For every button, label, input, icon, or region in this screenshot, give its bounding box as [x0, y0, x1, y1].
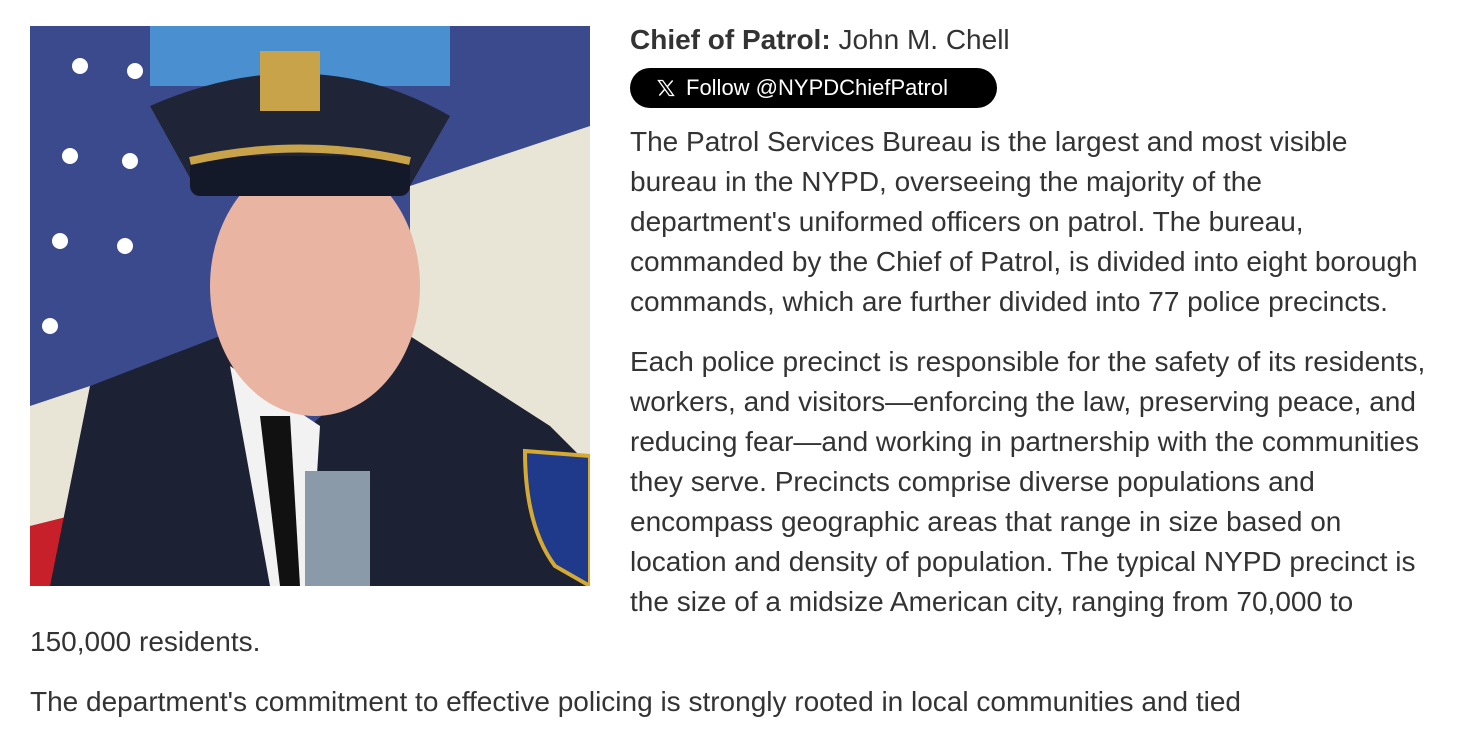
paragraph-patrol-bureau: The Patrol Services Bureau is the largest and most visible bureau in the NYPD, overseeing the majority of the department's uniformed officers on patrol. The bureau, commanded by the Chief of Patrol, is divided into eight borough commands, which are further divided into 77 police precincts.	[630, 126, 1418, 317]
title-label: Chief of Patrol:	[630, 24, 831, 55]
paragraph-precincts: Each police precinct is responsible for the safety of its residents, workers, and visitors—enforcing the law, preserving peace, and reducing fear—and working in partnership with the communities they serve. Precincts comprise diverse populations and encompass geographic areas that range in size based on location and density of population. The typical NYPD precinct is the size of a midsize American city, ranging from 70,000 to 150,000 residents.	[30, 346, 1426, 657]
follow-on-x-button[interactable]	[630, 68, 997, 108]
content	[30, 26, 1430, 742]
follow-button-label: Follow @NYPDChiefPatrol	[686, 75, 948, 100]
x-logo-icon	[656, 78, 676, 98]
chief-portrait-photo	[30, 26, 590, 586]
chief-name: John M. Chell	[838, 24, 1010, 55]
paragraph-commitment: The department's commitment to effective policing is strongly rooted in local communities and tied	[30, 686, 1241, 717]
